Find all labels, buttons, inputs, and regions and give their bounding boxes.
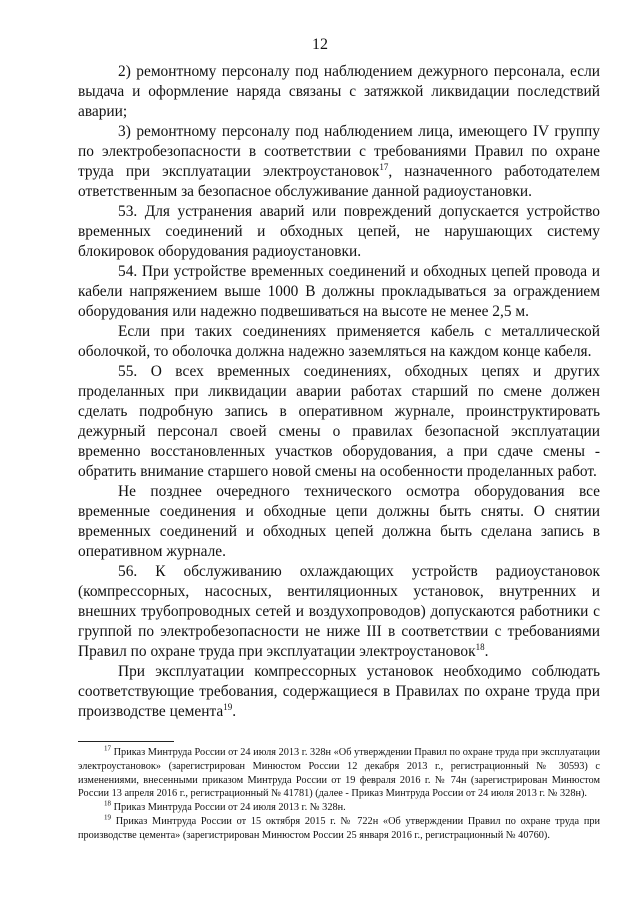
footnote-ref-19[interactable]: 19 (223, 701, 233, 712)
paragraph-55: 55. О всех временных соединениях, обходных цепях и других проделанных при ликвидации аварии работах старший по смене должен сделать подробную запись в оперативном журнале, проинструктировать дежурный персонал своей смены о правилах безопасной эксплуатации временно восстановленных участков оборудования, а при сдаче смены - обратить внимание старшего новой смены на особенности проделанных работ. (78, 363, 600, 480)
main-text (78, 62, 600, 722)
footnote-18: $^{18}$ Приказ Минтруда России от 24 июля 2013 г. № 328н. (104, 799, 346, 814)
paragraph-54-continued: Если при таких соединениях применяется кабель с металлической оболочкой, то оболочка должна надежно заземляться на каждом конце кабеля. (78, 323, 600, 360)
footnote-17: $^{17}$ Приказ Минтруда России от 24 июля 2013 г. 328н «Об утверждении Правил по охране труда при эксплуатации электроустановок» (зарегистрирован Минюстом России 12 декабря 2013 г., регистрационный № 30593) с изменениями, внесенными приказом Минтруда России от 19 февраля 2016 г. № 74н (зарегистрирован Минюстом России 13 апреля 2016 г., регистрационный № 41781) (далее - Приказ Минтруда России от 24 июля 2013 г. № 328н). (78, 744, 600, 800)
paragraph-55-continued: Не позднее очередного технического осмотра оборудования все временные соединения и обходные цепи должны быть сняты. О снятии временных соединений и обходных цепей должна быть сделана запись в оперативном журнале. (78, 483, 600, 560)
paragraph-item-3: 3) ремонтному персоналу под наблюдением лица, имеющего IV группу по электробезопасности в соответствии с требованиями Правил по охране труда при эксплуатации электроустановок$^{17}$, назначенного работодателем ответственным за безопасное обслуживание данной радиоустановки. (78, 123, 600, 200)
paragraph-56-continued: При эксплуатации компрессорных установок необходимо соблюдать соответствующие требования, содержащиеся в Правилах по охране труда при производстве цемента$^{19}$. (78, 663, 600, 720)
footnote-ref-17[interactable]: 17 (379, 161, 389, 172)
footnote-19: $^{19}$ Приказ Минтруда России от 15 октября 2015 г. № 722н «Об утверждении Правил по охране труда при производстве цемента» (зарегистрирован Минюстом России 25 января 2016 г., регистрационный № 40760). (78, 813, 600, 841)
paragraph-56: 56. К обслуживанию охлаждающих устройств радиоустановок (компрессорных, насосных, вентиляционных установок, внутренних и внешних трубопроводных сетей и воздухопроводов) допускаются работники с группой по электробезопасности не ниже III в соответствии с требованиями Правил по охране труда при эксплуатации электроустановок$^{18}$. (78, 563, 600, 660)
paragraph-item-2: 2) ремонтному персоналу под наблюдением дежурного персонала, если выдача и оформление наряда связаны с затяжкой ликвидации последствий аварии; (78, 63, 600, 120)
footnote-ref-18[interactable]: 18 (475, 641, 485, 652)
paragraph-53: 53. Для устранения аварий или повреждений допускается устройство временных соединений и обходных цепей, не нарушающих систему блокировок оборудования радиоустановки. (78, 203, 600, 260)
page-number: 12 (312, 36, 328, 53)
footnote-divider (78, 741, 174, 742)
paragraph-54: 54. При устройстве временных соединений и обходных цепей провода и кабели напряжением выше 1000 В должны прокладываться за ограждением оборудования или надежно подвешиваться на высоте не менее 2,5 м. (78, 263, 600, 320)
footnotes (78, 746, 600, 843)
